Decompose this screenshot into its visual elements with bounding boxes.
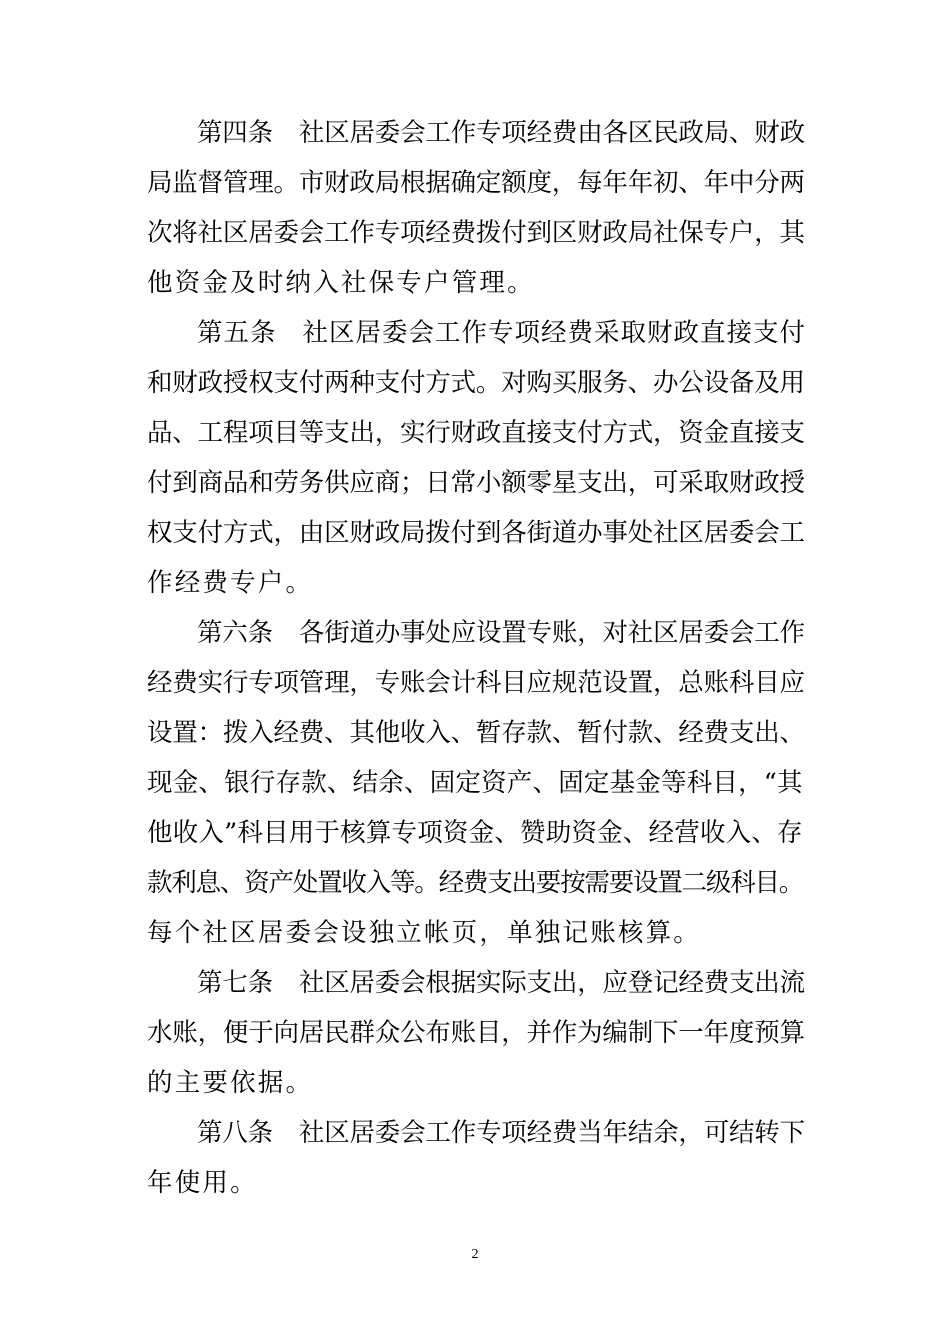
- article-4-line-4: 他资金及时纳入社保专户管理。: [147, 268, 535, 298]
- article-5-heading: 第五条: [197, 318, 277, 348]
- article-5-line-1: 第五条 社区居委会工作专项经费采取财政直接支付: [197, 318, 807, 348]
- article-5-line-6: 作经费专户。: [147, 568, 314, 598]
- article-8-heading: 第八条: [197, 1118, 273, 1148]
- article-8-line-1: 第八条 社区居委会工作专项经费当年结余，可结转下: [197, 1118, 805, 1148]
- article-5-line-2: 和财政授权支付两种支付方式。对购买服务、办公设备及用: [147, 368, 805, 398]
- article-6-line-5: 他收入”科目用于核算专项资金、赞助资金、经营收入、存: [147, 818, 803, 848]
- article-7-line-3: 的主要依据。: [147, 1068, 314, 1098]
- article-4-heading: 第四条: [197, 118, 273, 148]
- page-number: 2: [471, 1247, 479, 1262]
- article-6-line-4: 现金、银行存款、结余、固定资产、固定基金等科目，“其: [147, 768, 803, 798]
- article-6-line-6: 款利息、资产处置收入等。经费支出要按需要设置二级科目。: [147, 868, 804, 898]
- article-5-line-3: 品、工程项目等支出，实行财政直接支付方式，资金直接支: [147, 418, 805, 448]
- article-7-line-1: 第七条 社区居委会根据实际支出，应登记经费支出流: [197, 968, 805, 998]
- article-4-line-1: 第四条 社区居委会工作专项经费由各区民政局、财政: [197, 118, 805, 148]
- article-6-line-3: 设置：拨入经费、其他收入、暂存款、暂付款、经费支出、: [147, 718, 805, 748]
- article-8-line-2: 年使用。: [147, 1168, 258, 1198]
- article-5-line-4: 付到商品和劳务供应商；日常小额零星支出，可采取财政授: [147, 468, 805, 498]
- article-6-line-7: 每个社区居委会设独立帐页，单独记账核算。: [147, 918, 702, 948]
- article-4-line-2: 局监督管理。市财政局根据确定额度，每年年初、年中分两: [147, 168, 805, 198]
- article-4-line-3: 次将社区居委会工作专项经费拨付到区财政局社保专户，其: [147, 218, 805, 248]
- article-6-line-2: 经费实行专项管理，专账会计科目应规范设置，总账科目应: [147, 668, 805, 698]
- article-7-line-2: 水账，便于向居民群众公布账目，并作为编制下一年度预算: [147, 1018, 805, 1048]
- article-6-heading: 第六条: [197, 618, 273, 648]
- article-7-heading: 第七条: [197, 968, 273, 998]
- article-5-line-5: 权支付方式，由区财政局拨付到各街道办事处社区居委会工: [147, 518, 805, 548]
- article-6-line-1: 第六条 各街道办事处应设置专账，对社区居委会工作: [197, 618, 805, 648]
